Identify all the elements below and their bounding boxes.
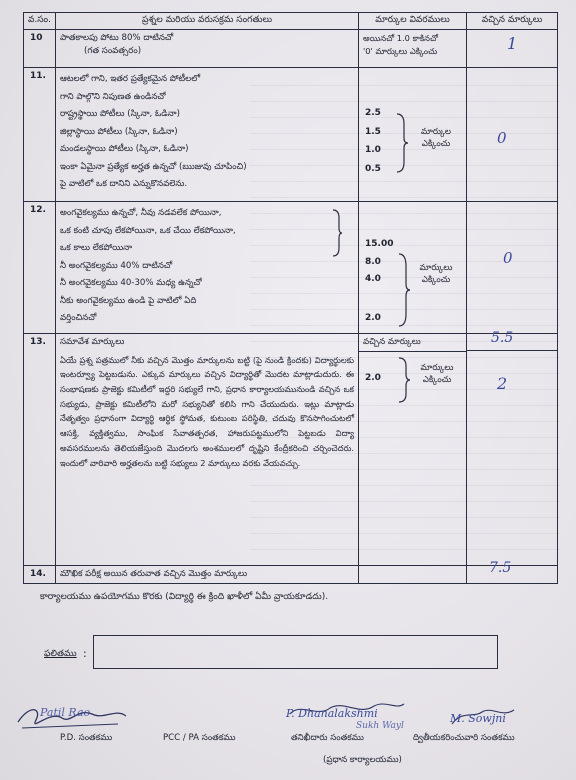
row-12-point: 4.0 bbox=[365, 274, 381, 284]
row-11-line: జిల్లాస్థాయి పోటీలు (స్కినా, ఓడినా) bbox=[60, 126, 178, 137]
row-11-criteria bbox=[56, 68, 359, 202]
row-11-point: 1.5 bbox=[365, 127, 381, 137]
row-12-criteria bbox=[56, 202, 359, 334]
office-use-note: కార్యాలయము ఉపయోగము కొరకు (విద్యార్థి ఈ క్రింది ఖాళీలో ఏమీ వ్రాయకూడదు). bbox=[40, 592, 329, 602]
row-10-awarded-cell bbox=[467, 30, 558, 68]
row-12-marks bbox=[359, 202, 467, 334]
row-13-criteria bbox=[56, 334, 359, 566]
header-criteria: ప్రశ్నల మరియు వరుసక్రమ సంగతులు bbox=[56, 13, 359, 30]
row-13-number: 13. bbox=[24, 334, 56, 566]
row-12-brace-left bbox=[331, 208, 343, 258]
row-14-marks bbox=[359, 566, 467, 584]
row-14-awarded-cell bbox=[467, 560, 558, 584]
row-13-awarded-cell bbox=[467, 330, 558, 566]
row-14-awarded: 7.5 bbox=[489, 560, 512, 576]
row-10-marks-line: అయినచో 1.0 కాకినచో bbox=[363, 33, 438, 43]
row-10-marks-line: '0' మార్కులు ఎక్కించు bbox=[363, 45, 438, 56]
row-12-point: 8.0 bbox=[365, 257, 381, 267]
inspector-signature: P. Dhanalakshmi bbox=[286, 707, 378, 720]
row-10-marks bbox=[359, 30, 467, 68]
row-11-awarded: 0 bbox=[497, 129, 507, 147]
row-13-point: 2.0 bbox=[365, 373, 381, 383]
row-11-brace bbox=[395, 112, 409, 174]
row-11 bbox=[24, 68, 558, 202]
result-input-box[interactable] bbox=[93, 635, 498, 669]
row-11-number: 11. bbox=[24, 68, 56, 202]
result-colon: : bbox=[83, 647, 87, 660]
row-12-point: 2.0 bbox=[365, 313, 381, 323]
header-marks-details: మార్కుల వివరములు bbox=[359, 13, 467, 30]
row-12-line: నీకు అంగవైకల్యము ఉండి పై వాటిలో ఏది bbox=[60, 295, 197, 306]
row-10-number: 10 bbox=[24, 30, 56, 68]
row-11-awarded-cell bbox=[467, 68, 558, 202]
row-11-line: ఆటలలో గాని, ఇతర ప్రత్యేకమైన పోటీలలో bbox=[60, 74, 201, 84]
row-13 bbox=[24, 334, 558, 566]
fourth-signature: Sukh Wayl bbox=[356, 721, 404, 731]
row-12-line: ఒక కంటి చూపు లేకపోయినా, ఒక చేయి లేకపోయినా, bbox=[60, 225, 236, 236]
row-10-awarded: 1 bbox=[507, 34, 518, 53]
head-office-label: (ప్రధాన కార్యాలయము) bbox=[323, 755, 402, 765]
row-11-point: 1.0 bbox=[365, 145, 381, 155]
header-awarded: వచ్చిన మార్కులు bbox=[467, 13, 558, 30]
row-12-line: అంగవైకల్యము ఉన్నచో, నీవు నడవలేక పోయినా, bbox=[60, 208, 222, 218]
second-signature: M. Sowjni bbox=[450, 712, 506, 725]
row-13-marks bbox=[359, 334, 467, 566]
result-label: ఫలితము bbox=[44, 649, 77, 659]
row-13-marks-header: వచ్చిన మార్కులు bbox=[359, 334, 466, 352]
row-11-brace-label: మార్కుల ఎక్కించు bbox=[421, 127, 451, 149]
row-12-line: నీ అంగవైకల్యము 40-30% మధ్య ఉన్నచో bbox=[60, 278, 202, 288]
row-13-awarded-total: 5.5 bbox=[491, 330, 514, 346]
row-13-brace bbox=[397, 356, 411, 404]
row-12-brace-label: మార్కులు ఎక్కించు bbox=[419, 263, 453, 285]
row-11-line: గాని పాల్గొని నిపుణత ఉండినచో bbox=[60, 91, 166, 102]
row-12-line: ఒక కాలు లేకపోయినా bbox=[60, 243, 133, 253]
row-11-line: పై వాటిలో ఒక దానిని ఎన్నుకొనవలెను. bbox=[60, 179, 188, 189]
row-12-point: 15.00 bbox=[365, 239, 394, 249]
marks-table bbox=[23, 12, 558, 584]
row-11-point: 0.5 bbox=[365, 164, 381, 174]
row-13-awarded-top bbox=[467, 330, 557, 351]
row-12-awarded-cell bbox=[467, 202, 558, 334]
row-11-line: రాష్ట్రస్థాయి పోటీలు (స్కినా, ఓడినా) bbox=[60, 109, 180, 119]
row-13-brace-label: మార్కులు ఎక్కించు bbox=[420, 363, 454, 385]
row-12-awarded: 0 bbox=[503, 249, 513, 267]
row-10-line: (గత సంవత్సరం) bbox=[84, 45, 142, 56]
row-11-marks bbox=[359, 68, 467, 202]
row-11-point: 2.5 bbox=[365, 108, 381, 118]
row-12-line: వర్తించినచో bbox=[60, 313, 97, 323]
pd-signature-label: P.D. సంతకము bbox=[60, 733, 113, 743]
row-10-line: పాతకాలపు పోటు 80% దాటినచో bbox=[60, 33, 174, 43]
row-11-line: మండలస్థాయి పోటీలు (స్కినా, ఓడినా) bbox=[60, 144, 189, 154]
row-14-text: మౌఖిక పరీక్ష అయిన తరువాత వచ్చిన మొత్తం మార్కులు bbox=[56, 566, 359, 584]
row-12-brace bbox=[397, 252, 411, 328]
inspector-signature-label: తనిఖీదారు సంతకము bbox=[291, 733, 364, 743]
row-12-line: నీ అంగవైకల్యము 40% దాటినచో bbox=[60, 260, 173, 271]
row-12-number: 12. bbox=[24, 202, 56, 334]
row-10 bbox=[24, 30, 558, 68]
pcc-signature-label: PCC / PA సంతకము bbox=[163, 733, 236, 743]
row-12 bbox=[24, 202, 558, 334]
row-13-paragraph: ఏయే ప్రశ్న పత్రములో నీకు వచ్చిన మొత్తం మార్కులను బట్టి (పై నుండి క్రిందకు) విద్యార్థులకు ఇంటర్వ్యూ పెట్టబడును. ఎక్కువ మార్కులు వచ్చిన విద్యార్థితో మొదట మాట్లాడుదురు. ఈ సంభాషణకు ప్రాజెక్టు కమిటీలో ఇద్దరి సభ్యులే గాని, ప్రధాన కార్యాలయమునుండి వచ్చిన ఒక సభ్యుడు, ప్రాజెక్టు కమిటీలోని మరో సభ్యునితో కలిసి గాని చేయుదురు. ఇట్లు మాట్లాడు నేతృత్వం ప్రధానంగా విద్యార్థి ఆర్థిక స్థోమత, కుటుంబ పరిస్థితి, చదువు కొనసాగించుటలో ఆసక్తి, వ్యక్తిత్వము, సాంఘిక సేవాతత్పరత, హాజరుపట్టములోని పెట్టబడు విద్యా అవసరములను తెలియజేస్తుంది మొదలగు అంశములలో దృష్టిని కేంద్రీకరించి చర్చించెదరు. ఇందులో వారివారి అర్హతలను బట్టి సభ్యులు 2 మార్కులు వరకు వేయవచ్చు. bbox=[60, 354, 354, 468]
row-13-awarded: 2 bbox=[497, 374, 508, 393]
header-row bbox=[24, 13, 558, 30]
second-signature-label: ద్వితీయకరించువారి సంతకము bbox=[413, 733, 515, 743]
header-serial: వ.సం. bbox=[24, 13, 56, 30]
row-10-criteria bbox=[56, 30, 359, 68]
pd-signature: Patil Rao bbox=[40, 706, 91, 719]
row-14-number: 14. bbox=[24, 566, 56, 584]
row-11-line: ఇంకా ఏమైనా ప్రత్యేక అర్హత ఉన్నచో (ఋజువు చూపించి) bbox=[60, 161, 247, 172]
row-13-title: సమావేశ మార్కులు bbox=[60, 337, 125, 347]
row-14 bbox=[24, 566, 558, 584]
